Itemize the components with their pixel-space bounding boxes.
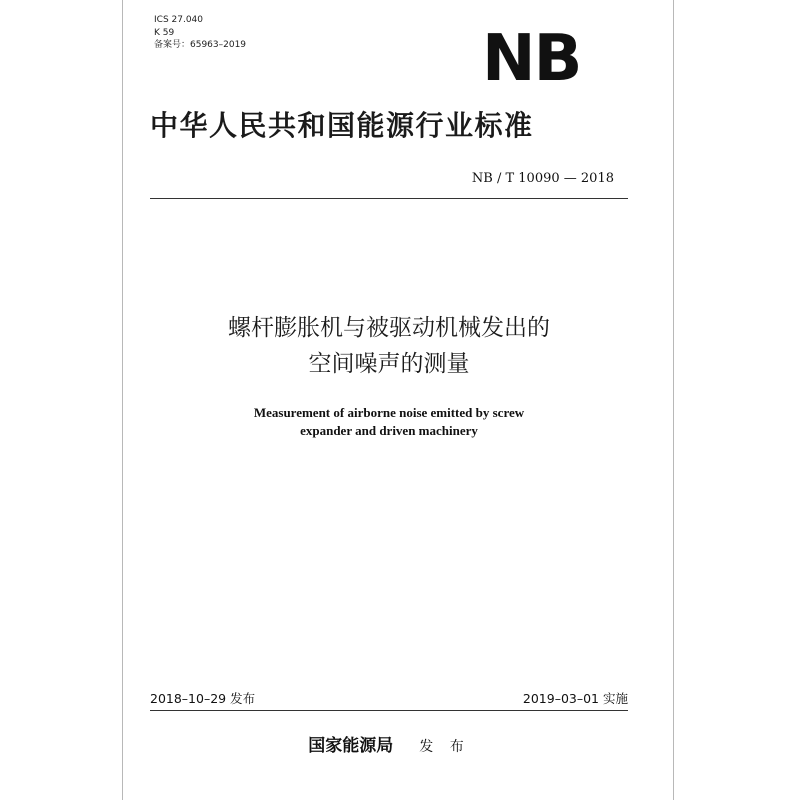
chinese-title-line-1: 螺杆膨胀机与被驱动机械发出的 xyxy=(228,315,550,341)
bottom-divider xyxy=(150,710,628,711)
issue-date: 2018–10–29 发布 xyxy=(150,691,256,706)
standard-category: 中华人民共和国能源行业标准 xyxy=(150,109,534,142)
top-divider xyxy=(150,198,628,199)
chinese-title xyxy=(150,310,628,382)
ics-code: ICS 27.040 xyxy=(154,15,204,25)
nb-logo: NB xyxy=(482,22,581,96)
standard-code: NB / T 10090 — 2018 xyxy=(471,171,614,186)
english-title xyxy=(150,404,628,440)
classification-code: K 59 xyxy=(154,27,175,38)
publisher-name: 国家能源局 xyxy=(308,736,394,756)
publisher-line xyxy=(150,734,628,759)
meta-block xyxy=(154,14,246,52)
implementation-date: 2019–03–01 实施 xyxy=(522,691,628,706)
english-title-line-1: Measurement of airborne noise emitted by screw xyxy=(253,405,525,420)
chinese-title-line-2: 空间噪声的测量 xyxy=(308,351,470,377)
record-number: 备案号：65963–2019 xyxy=(154,40,247,50)
english-title-line-2: expander and driven machinery xyxy=(300,423,478,438)
publisher-action: 发 布 xyxy=(419,739,470,755)
